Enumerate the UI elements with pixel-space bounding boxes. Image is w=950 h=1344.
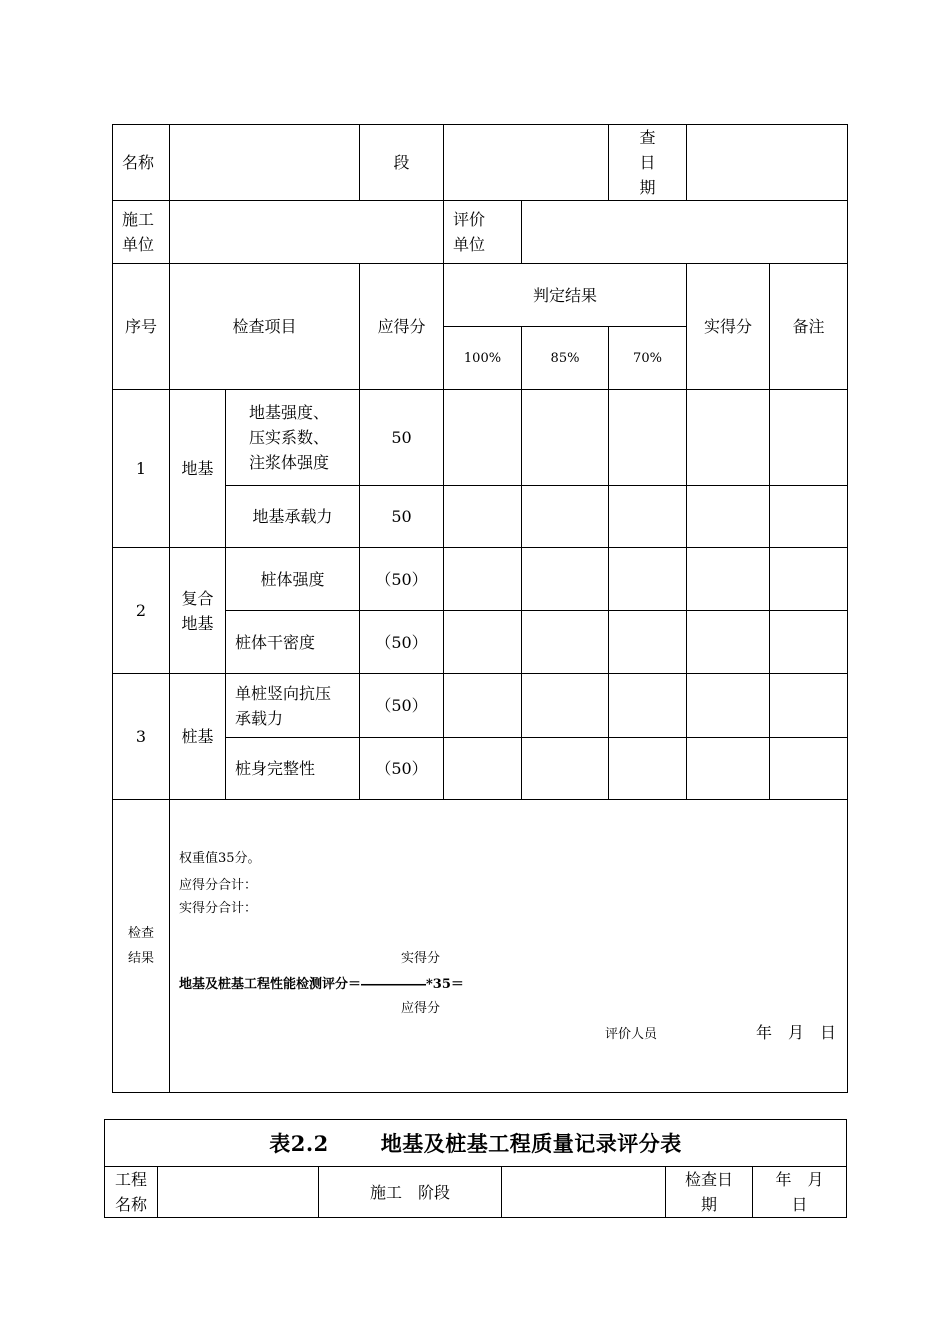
item-score: （50） [360, 674, 444, 738]
item-name: 地基强度、 压实系数、 注浆体强度 [226, 390, 360, 486]
cell-85[interactable] [522, 738, 609, 800]
cell-85[interactable] [522, 390, 609, 486]
cell-70[interactable] [609, 674, 687, 738]
cell-100[interactable] [444, 738, 522, 800]
cell-70[interactable] [609, 486, 687, 548]
project-name-label: 工程 名称 [105, 1167, 158, 1218]
check-date-label: 检查日 期 [666, 1167, 753, 1218]
construction-stage-value[interactable] [502, 1167, 666, 1218]
project-name-value[interactable] [158, 1167, 319, 1218]
builder-label: 施工 单位 [113, 201, 170, 264]
item-score: 50 [360, 390, 444, 486]
section-value[interactable] [444, 125, 609, 201]
cell-85[interactable] [522, 611, 609, 674]
cell-70[interactable] [609, 390, 687, 486]
quality-record-table [104, 1119, 847, 1218]
formula-numerator: 实得分 [401, 951, 441, 966]
group-3-name: 桩基 [170, 674, 226, 800]
item-name: 桩体干密度 [226, 611, 360, 674]
header-judge-result: 判定结果 [444, 264, 687, 327]
cell-remark[interactable] [770, 611, 848, 674]
evaluation-date: 年 月 日 [756, 1023, 837, 1042]
cell-85[interactable] [522, 486, 609, 548]
cell-100[interactable] [444, 611, 522, 674]
cell-remark[interactable] [770, 674, 848, 738]
check-date-value[interactable]: 年 月 日 [753, 1167, 847, 1218]
cell-85[interactable] [522, 548, 609, 611]
item-name: 地基承载力 [226, 486, 360, 548]
cell-actual[interactable] [687, 738, 770, 800]
check-result-area[interactable] [170, 800, 848, 1093]
construction-stage-label: 施工 阶段 [319, 1167, 502, 1218]
cell-100[interactable] [444, 486, 522, 548]
header-remark: 备注 [770, 264, 848, 390]
header-70: 70% [609, 327, 687, 390]
evaluator-person-label: 评价人员 [605, 1027, 658, 1042]
check-result-label: 检查 结果 [113, 800, 170, 1093]
cell-70[interactable] [609, 611, 687, 674]
header-due-score: 应得分 [360, 264, 444, 390]
cell-remark[interactable] [770, 486, 848, 548]
performance-check-table [112, 124, 848, 1093]
cell-100[interactable] [444, 390, 522, 486]
cell-actual[interactable] [687, 486, 770, 548]
cell-100[interactable] [444, 548, 522, 611]
cell-70[interactable] [609, 738, 687, 800]
table-title [105, 1120, 847, 1167]
item-score: （50） [360, 548, 444, 611]
cell-actual[interactable] [687, 548, 770, 611]
evaluator-unit-value[interactable] [522, 201, 848, 264]
item-name: 桩身完整性 [226, 738, 360, 800]
group-2-name: 复合 地基 [170, 548, 226, 674]
header-85: 85% [522, 327, 609, 390]
group-2-no: 2 [113, 548, 170, 674]
header-actual-score: 实得分 [687, 264, 770, 390]
cell-remark[interactable] [770, 548, 848, 611]
section-label: 段 [360, 125, 444, 201]
cell-actual[interactable] [687, 611, 770, 674]
formula-denominator: 应得分 [401, 1001, 441, 1016]
project-name-value[interactable] [170, 125, 360, 201]
actual-total-text: 实得分合计： [179, 901, 258, 916]
check-date-value[interactable] [687, 125, 848, 201]
cell-remark[interactable] [770, 390, 848, 486]
check-date-label: 查 日 期 [609, 125, 687, 201]
item-name: 单桩竖向抗压 承载力 [226, 674, 360, 738]
group-3-no: 3 [113, 674, 170, 800]
item-score: （50） [360, 611, 444, 674]
formula-text: 地基及桩基工程性能检测评分＝―――――*35＝ [179, 977, 464, 992]
item-score: 50 [360, 486, 444, 548]
header-item: 检查项目 [170, 264, 360, 390]
item-score: （50） [360, 738, 444, 800]
project-name-label: 名称 [113, 125, 170, 201]
cell-remark[interactable] [770, 738, 848, 800]
header-seq: 序号 [113, 264, 170, 390]
evaluator-unit-label: 评价 单位 [444, 201, 522, 264]
cell-actual[interactable] [687, 390, 770, 486]
due-total-text: 应得分合计： [179, 878, 258, 893]
item-name: 桩体强度 [226, 548, 360, 611]
group-1-no: 1 [113, 390, 170, 548]
header-100: 100% [444, 327, 522, 390]
table-title-text: 地基及桩基工程质量记录评分表 [380, 1130, 682, 1156]
cell-actual[interactable] [687, 674, 770, 738]
cell-85[interactable] [522, 674, 609, 738]
cell-70[interactable] [609, 548, 687, 611]
group-1-name: 地基 [170, 390, 226, 548]
weight-text: 权重值35分。 [179, 851, 261, 866]
builder-value[interactable] [170, 201, 444, 264]
cell-100[interactable] [444, 674, 522, 738]
table-number: 表2.2 [269, 1130, 329, 1156]
